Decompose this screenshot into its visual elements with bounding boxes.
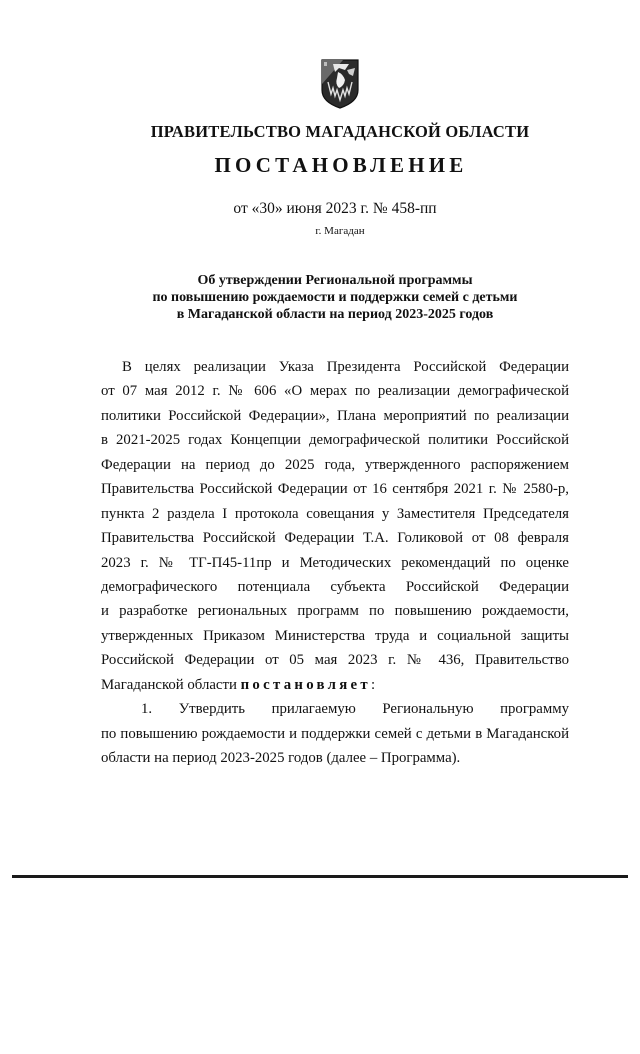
government-name: ПРАВИТЕЛЬСТВО МАГАДАНСКОЙ ОБЛАСТИ [150, 122, 530, 141]
preamble-line: 2023 г. № ТГ-П45-11пр и Методических рекомендаций по оценке [101, 554, 569, 571]
preamble-final-prefix: Магаданской области [101, 676, 241, 693]
clause-1-line: области на период 2023-2025 годов (далее – Программа). [101, 750, 461, 766]
preamble-line: политики Российской Федерации», Плана мероприятий по реализации [101, 407, 569, 424]
preamble-line: демографического потенциала субъекта Российской Федерации [101, 578, 569, 595]
preamble-line: в 2021-2025 годах Концепции демографической политики Российской [101, 432, 569, 449]
preamble-line: пункта 2 раздела I протокола совещания у Заместителя Председателя [101, 505, 569, 522]
document-city: г. Магадан [315, 225, 365, 237]
preamble-final-suffix: : [371, 676, 376, 693]
clause-1-line: 1. Утвердить прилагаемую Региональную программу [141, 701, 569, 718]
preamble-line: В целях реализации Указа Президента Российской Федерации [122, 359, 569, 375]
document-type: ПОСТАНОВЛЕНИЕ [214, 153, 468, 177]
document-subject [0, 272, 640, 323]
page-bottom-rule [12, 875, 628, 878]
document-date-number: от «30» июня 2023 г. № 458-пп [233, 200, 437, 217]
preamble-line: и разработке региональных программ по повышению рождаемости, [101, 603, 569, 620]
preamble-line: Правительства Российской Федерации от 16 сентября 2021 г. № 2580-р, [101, 481, 569, 498]
preamble-line: Правительства Российской Федерации Т.А. Голиковой от 08 февраля [101, 530, 569, 547]
preamble-line: Российской Федерации от 05 мая 2023 г. № 436, Правительство [101, 652, 569, 669]
subject-line: в Магаданской области на период 2023-2025 годов [176, 307, 494, 322]
clause-1-line: по повышению рождаемости и поддержки семей с детьми в Магаданской [101, 725, 569, 742]
preamble-line: утвержденных Приказом Министерства труда и социальной защиты [101, 627, 569, 644]
coat-of-arms-icon [319, 58, 361, 110]
preamble-line: Федерации на период до 2025 года, утвержденного распоряжением [101, 456, 569, 473]
decree-word: постановляет [240, 676, 371, 693]
subject-line: Об утверждении Региональной программы [197, 273, 473, 288]
document-body [101, 355, 569, 770]
preamble-final-line [101, 673, 569, 697]
subject-line: по повышению рождаемости и поддержки семей с детьми [152, 290, 518, 305]
preamble-line: от 07 мая 2012 г. № 606 «О мерах по реализации демографической [101, 383, 569, 400]
